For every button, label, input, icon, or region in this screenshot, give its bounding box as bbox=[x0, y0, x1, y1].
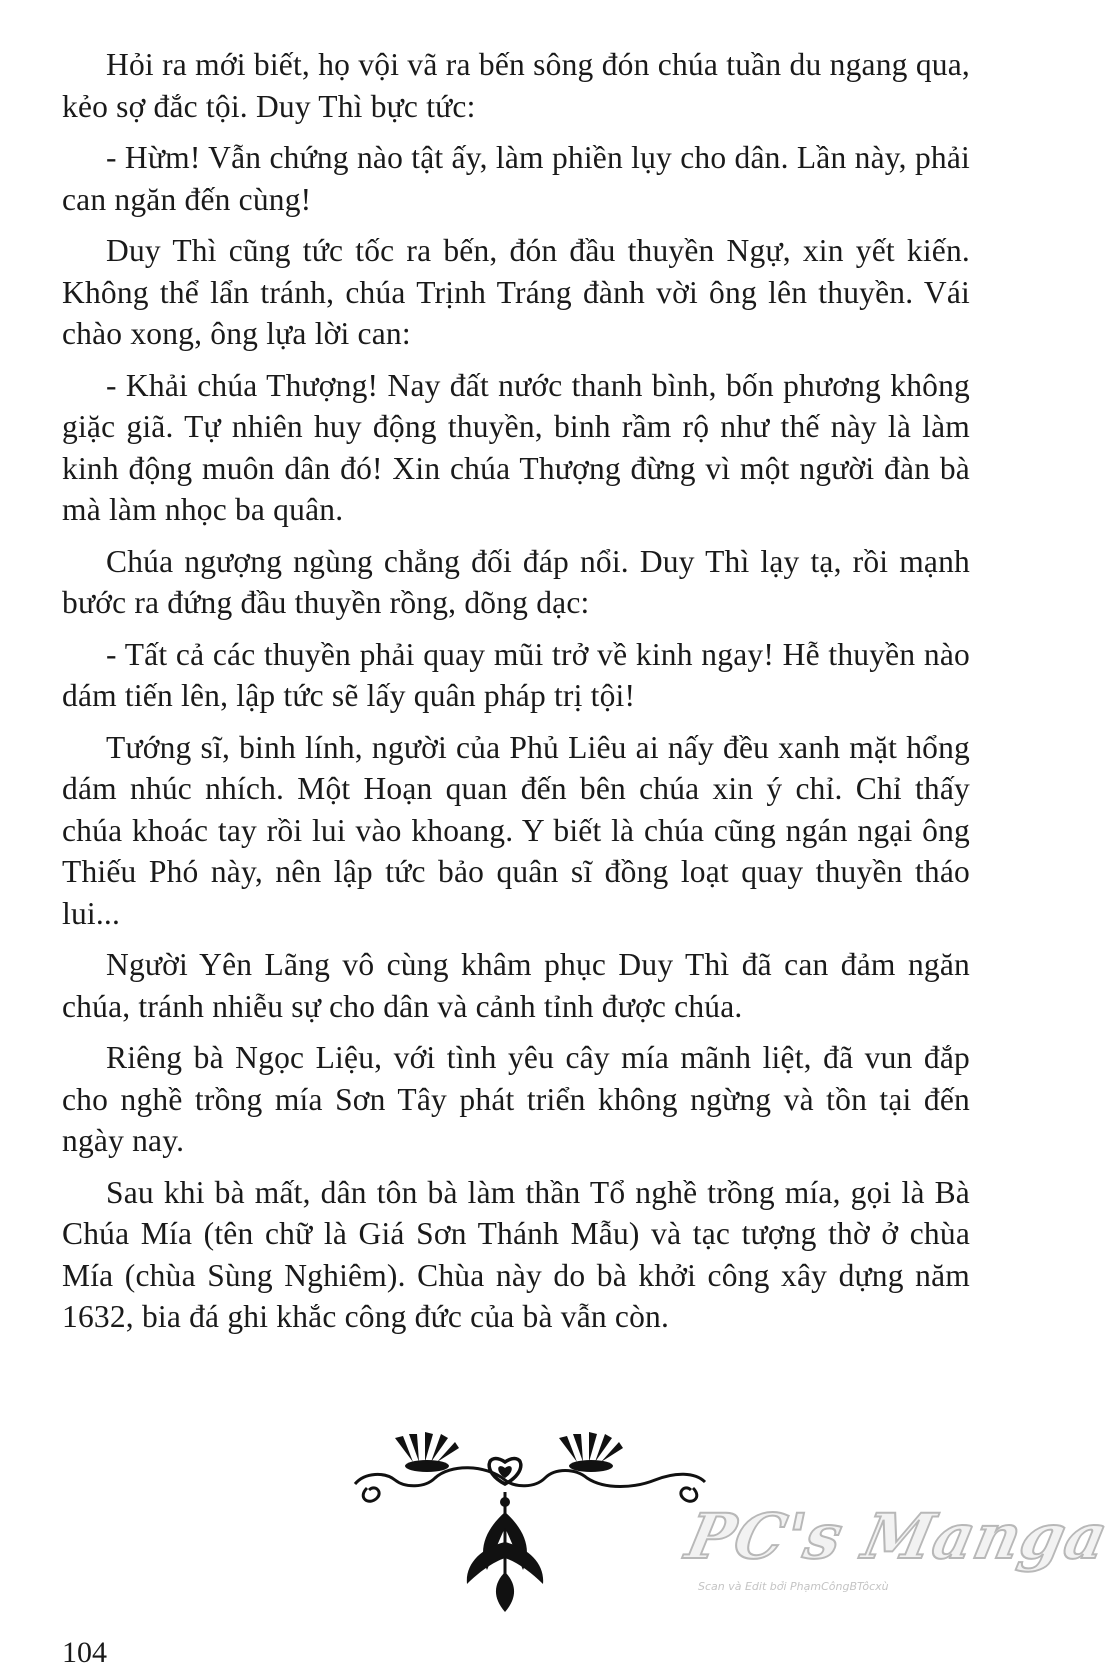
scanlation-watermark bbox=[680, 1500, 1115, 1610]
paragraph-5: Chúa ngượng ngùng chẳng đối đáp nổi. Duy Thì lạy tạ, rồi mạnh bước ra đứng đầu thuyền rồng, dõng dạc: bbox=[62, 543, 970, 620]
paragraph-7: Tướng sĩ, binh lính, người của Phủ Liêu ai nấy đều xanh mặt hổng dám nhúc nhích. Một Hoạn quan đến bên chúa xin ý chỉ. Chỉ thấy chúa khoác tay rồi lui vào khoang. Y biết là chúa cũng ngán ngại ông Thiếu Phó này, nên lập tức bảo quân sĩ đồng loạt quay thuyền tháo lui... bbox=[62, 729, 970, 931]
watermark-logo: PC's Manga bbox=[680, 1500, 1115, 1573]
right-fan-icon bbox=[559, 1432, 623, 1472]
paragraph-6: - Tất cả các thuyền phải quay mũi trở về kinh ngay! Hễ thuyền nào dám tiến lên, lập tức sẽ lấy quân pháp trị tội! bbox=[62, 636, 970, 713]
paragraph-4: - Khải chúa Thượng! Nay đất nước thanh bình, bốn phương không giặc giã. Tự nhiên huy động thuyền, binh rầm rộ như thế này là làm kinh động muôn dân đó! Xin chúa Thượng đừng vì một người đàn bà mà làm nhọc ba quân. bbox=[62, 367, 970, 527]
left-fan-icon bbox=[395, 1432, 459, 1472]
watermark-credit: Scan và Edit bởi PhạmCôngBTôcxù bbox=[698, 1580, 889, 1593]
paragraph-3: Duy Thì cũng tức tốc ra bến, đón đầu thuyền Ngự, xin yết kiến. Không thể lẩn tránh, chúa Trịnh Tráng đành vời ông lên thuyền. Vái chào xong, ông lựa lời can: bbox=[62, 233, 970, 351]
paragraph-2: - Hừm! Vẫn chứng nào tật ấy, làm phiền lụy cho dân. Lần này, phải can ngăn đến cùng! bbox=[62, 140, 970, 217]
paragraph-9: Riêng bà Ngọc Liệu, với tình yêu cây mía mãnh liệt, đã vun đắp cho nghề trồng mía Sơn Tây phát triển không ngừng và tồn tại đến ngày nay. bbox=[62, 1040, 970, 1158]
paragraph-8: Người Yên Lãng vô cùng khâm phục Duy Thì đã can đảm ngăn chúa, tránh nhiễu sự cho dân và cảnh tỉnh được chúa. bbox=[62, 947, 970, 1024]
paragraph-10: Sau khi bà mất, dân tôn bà làm thần Tổ nghề trồng mía, gọi là Bà Chúa Mía (tên chữ là Giá Sơn Thánh Mẫu) và tạc tượng thờ ở chùa Mía (chùa Sùng Nghiêm). Chùa này do bà khởi công xây dựng năm 1632, bia đá ghi khắc công đức của bà vẫn còn. bbox=[62, 1174, 970, 1334]
paragraph-1: Hỏi ra mới biết, họ vội vã ra bến sông đón chúa tuần du ngang qua, kẻo sợ đắc tội. Duy Thì bực tức: bbox=[62, 47, 970, 124]
page-number: 104 bbox=[62, 1636, 107, 1669]
body-text bbox=[62, 44, 970, 1348]
